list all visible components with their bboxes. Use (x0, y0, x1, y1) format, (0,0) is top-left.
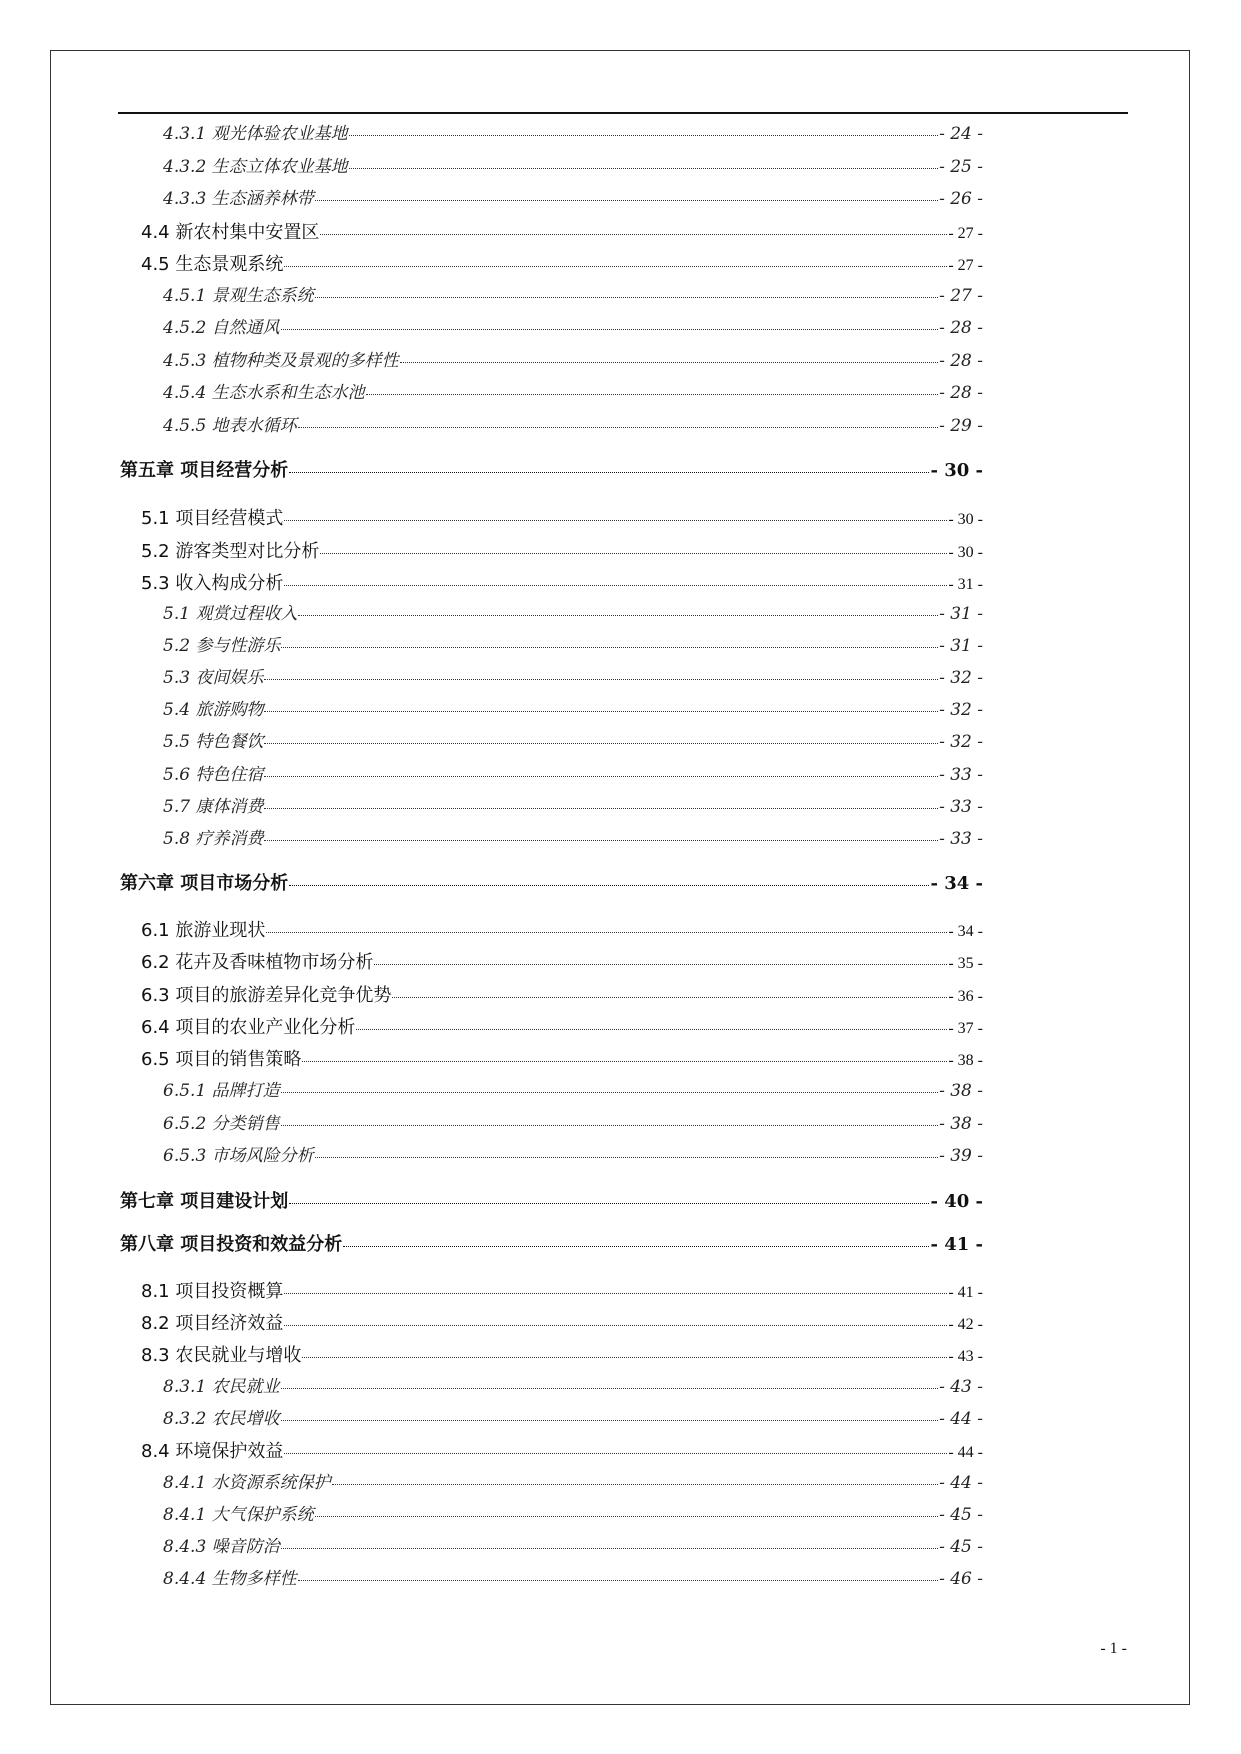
toc-entry-title: 8.4.3 噪音防治 (163, 1537, 280, 1557)
toc-entry[interactable] (163, 1475, 983, 1492)
toc-entry-title: 5.8 疗养消费 (163, 829, 264, 849)
toc-leader-dots (281, 1092, 938, 1093)
toc-entry-title: 8.4.4 生物多样性 (163, 1569, 297, 1589)
toc-entry[interactable] (163, 734, 983, 751)
toc-leader-dots (289, 1203, 929, 1204)
toc-entry-page: - 30 - (948, 511, 983, 528)
toc-leader-dots (374, 964, 947, 965)
toc-entry[interactable] (163, 1411, 983, 1428)
toc-entry-page: - 34 - (948, 923, 983, 940)
toc-entry[interactable] (141, 1019, 983, 1037)
toc-leader-dots (264, 711, 938, 712)
toc-leader-dots (320, 553, 947, 554)
toc-entry-page: - 45 - (939, 1537, 983, 1557)
toc-chapter-entry[interactable] (120, 1236, 983, 1254)
toc-entry-title: 4.5.3 植物种类及景观的多样性 (163, 351, 399, 371)
toc-leader-dots (302, 1061, 947, 1062)
toc-leader-dots (281, 329, 938, 330)
toc-leader-dots (392, 997, 947, 998)
toc-entry-title: 4.5.2 自然通风 (163, 318, 280, 338)
toc-entry-title: 8.3.2 农民增收 (163, 1409, 280, 1429)
toc-entry[interactable] (163, 1571, 983, 1588)
toc-entry[interactable] (141, 543, 983, 561)
toc-chapter-entry[interactable] (120, 462, 983, 480)
toc-leader-dots (266, 932, 947, 933)
toc-entry-title: 5.4 旅游购物 (163, 700, 264, 720)
toc-entry-title: 4.4 新农村集中安置区 (141, 222, 320, 243)
toc-entry-title: 5.3 夜间娱乐 (163, 668, 264, 688)
toc-entry-page: - 42 - (948, 1316, 983, 1333)
toc-leader-dots (284, 1325, 947, 1326)
toc-entry-page: - 36 - (948, 988, 983, 1005)
toc-entry-page: - 27 - (948, 257, 983, 274)
toc-leader-dots (284, 520, 947, 521)
toc-leader-dots (284, 1293, 947, 1294)
toc-entry-page: - 32 - (939, 700, 983, 720)
toc-entry-page: - 30 - (948, 544, 983, 561)
toc-entry-title: 6.5 项目的销售策略 (141, 1049, 302, 1070)
toc-entry-page: - 45 - (939, 1505, 983, 1525)
toc-entry[interactable] (163, 670, 983, 687)
toc-entry-title: 8.4 环境保护效益 (141, 1441, 284, 1462)
toc-entry-title: 5.5 特色餐饮 (163, 732, 264, 752)
toc-leader-dots (281, 1420, 938, 1421)
toc-entry-title: 第八章 项目投资和效益分析 (120, 1234, 343, 1255)
toc-entry[interactable] (141, 224, 983, 242)
toc-entry-page: - 28 - (939, 318, 983, 338)
toc-entry-page: - 31 - (939, 636, 983, 656)
toc-entry[interactable] (163, 159, 983, 176)
toc-entry-page: - 43 - (939, 1377, 983, 1397)
toc-entry-page: - 41 - (948, 1284, 983, 1301)
toc-leader-dots (264, 808, 938, 809)
toc-entry-page: - 41 - (930, 1234, 983, 1255)
toc-entry[interactable] (141, 1347, 983, 1365)
toc-leader-dots (343, 1246, 929, 1247)
toc-leader-dots (315, 200, 938, 201)
toc-chapter-entry[interactable] (120, 1193, 983, 1211)
toc-entry-title: 8.3 农民就业与增收 (141, 1345, 302, 1366)
toc-entry[interactable] (163, 1083, 983, 1100)
toc-entry-page: - 27 - (948, 225, 983, 242)
toc-entry-page: - 31 - (948, 576, 983, 593)
toc-entry-page: - 33 - (939, 829, 983, 849)
toc-entry-title: 4.5 生态景观系统 (141, 254, 284, 275)
toc-entry[interactable] (163, 1116, 983, 1133)
toc-entry-page: - 44 - (939, 1473, 983, 1493)
toc-leader-dots (264, 743, 938, 744)
toc-entry-title: 8.4.1 水资源系统保护 (163, 1473, 331, 1493)
toc-entry-title: 5.7 康体消费 (163, 797, 264, 817)
toc-leader-dots (315, 297, 938, 298)
toc-entry-page: - 28 - (939, 383, 983, 403)
toc-leader-dots (284, 585, 947, 586)
toc-leader-dots (298, 615, 938, 616)
toc-entry-title: 5.2 游客类型对比分析 (141, 541, 320, 562)
toc-entry[interactable] (163, 1379, 983, 1396)
toc-entry-page: - 38 - (939, 1114, 983, 1134)
toc-leader-dots (356, 1029, 947, 1030)
toc-entry-page: - 43 - (948, 1348, 983, 1365)
toc-entry[interactable] (163, 385, 983, 402)
toc-leader-dots (315, 1516, 938, 1517)
toc-entry-title: 5.2 参与性游乐 (163, 636, 281, 656)
toc-leader-dots (298, 1580, 938, 1581)
toc-entry-title: 8.2 项目经济效益 (141, 1313, 284, 1334)
toc-entry-title: 5.1 项目经营模式 (141, 508, 284, 529)
toc-entry-page: - 25 - (939, 157, 983, 177)
toc-entry[interactable] (163, 353, 983, 370)
toc-leader-dots (332, 1484, 938, 1485)
toc-entry-page: - 27 - (939, 286, 983, 306)
toc-entry-title: 8.3.1 农民就业 (163, 1377, 280, 1397)
toc-entry[interactable] (163, 638, 983, 655)
toc-entry-page: - 46 - (939, 1569, 983, 1589)
toc-entry[interactable] (163, 320, 983, 337)
toc-entry-page: - 33 - (939, 765, 983, 785)
toc-entry-title: 8.1 项目投资概算 (141, 1281, 284, 1302)
toc-entry-page: - 44 - (939, 1409, 983, 1429)
toc-entry[interactable] (163, 1507, 983, 1524)
toc-leader-dots (289, 472, 929, 473)
toc-entry-title: 6.5.3 市场风险分析 (163, 1146, 314, 1166)
toc-entry-page: - 32 - (939, 668, 983, 688)
toc-leader-dots (281, 647, 938, 648)
toc-entry-title: 6.4 项目的农业产业化分析 (141, 1017, 356, 1038)
toc-entry-title: 6.1 旅游业现状 (141, 920, 266, 941)
toc-entry[interactable] (141, 510, 983, 528)
toc-entry-title: 4.3.3 生态涵养林带 (163, 189, 314, 209)
toc-entry[interactable] (141, 1315, 983, 1333)
toc-entry-page: - 28 - (939, 351, 983, 371)
toc-leader-dots (281, 1548, 938, 1549)
toc-entry[interactable] (163, 799, 983, 816)
toc-entry[interactable] (141, 922, 983, 940)
toc-entry[interactable] (163, 191, 983, 208)
toc-entry-title: 第五章 项目经营分析 (120, 460, 289, 481)
toc-entry-page: - 34 - (930, 873, 983, 894)
toc-leader-dots (298, 427, 938, 428)
toc-entry-page: - 35 - (948, 955, 983, 972)
toc-leader-dots (349, 135, 938, 136)
toc-entry-page: - 39 - (939, 1146, 983, 1166)
toc-entry[interactable] (141, 1443, 983, 1461)
toc-entry-page: - 30 - (930, 460, 983, 481)
toc-entry-page: - 26 - (939, 189, 983, 209)
toc-entry[interactable] (163, 418, 983, 435)
toc-entry[interactable] (141, 575, 983, 593)
toc-leader-dots (281, 1125, 938, 1126)
toc-entry-page: - 37 - (948, 1020, 983, 1037)
toc-entry-title: 4.3.1 观光体验农业基地 (163, 124, 348, 144)
toc-entry-page: - 38 - (939, 1081, 983, 1101)
toc-entry[interactable] (163, 1539, 983, 1556)
toc-leader-dots (284, 266, 947, 267)
toc-leader-dots (349, 168, 938, 169)
toc-entry[interactable] (141, 1283, 983, 1301)
toc-leader-dots (315, 1157, 938, 1158)
toc-entry[interactable] (141, 256, 983, 274)
toc-entry-title: 4.5.4 生态水系和生态水池 (163, 383, 365, 403)
toc-leader-dots (264, 679, 938, 680)
toc-entry-title: 6.2 花卉及香味植物市场分析 (141, 952, 374, 973)
toc-entry-title: 6.3 项目的旅游差异化竞争优势 (141, 985, 392, 1006)
toc-leader-dots (264, 840, 938, 841)
toc-entry-title: 5.3 收入构成分析 (141, 573, 284, 594)
toc-entry-page: - 38 - (948, 1052, 983, 1069)
toc-entry[interactable] (163, 1148, 983, 1165)
toc-entry-title: 第六章 项目市场分析 (120, 873, 289, 894)
toc-entry-page: - 32 - (939, 732, 983, 752)
toc-entry-page: - 44 - (948, 1444, 983, 1461)
toc-entry-title: 4.5.1 景观生态系统 (163, 286, 314, 306)
toc-entry[interactable] (163, 767, 983, 784)
toc-entry[interactable] (163, 606, 983, 623)
toc-entry-page: - 40 - (930, 1191, 983, 1212)
toc-leader-dots (320, 234, 947, 235)
toc-entry-title: 6.5.1 品牌打造 (163, 1081, 280, 1101)
toc-entry-title: 第七章 项目建设计划 (120, 1191, 289, 1212)
toc-leader-dots (281, 1388, 938, 1389)
toc-entry-title: 8.4.1 大气保护系统 (163, 1505, 314, 1525)
toc-entry-page: - 24 - (939, 124, 983, 144)
toc-entry-title: 5.1 观赏过程收入 (163, 604, 298, 624)
toc-entry-page: - 29 - (939, 416, 983, 436)
toc-entry-title: 6.5.2 分类销售 (163, 1114, 280, 1134)
toc-leader-dots (400, 362, 938, 363)
toc-leader-dots (289, 885, 929, 886)
toc-entry-title: 5.6 特色住宿 (163, 765, 264, 785)
toc-leader-dots (366, 394, 938, 395)
toc-leader-dots (302, 1357, 947, 1358)
toc-leader-dots (284, 1453, 947, 1454)
toc-entry-title: 4.5.5 地表水循环 (163, 416, 297, 436)
toc-entry[interactable] (141, 987, 983, 1005)
toc-entry[interactable] (163, 126, 983, 143)
toc-entry-title: 4.3.2 生态立体农业基地 (163, 157, 348, 177)
toc-entry[interactable] (163, 831, 983, 848)
toc-entry[interactable] (141, 954, 983, 972)
toc-entry-page: - 31 - (939, 604, 983, 624)
toc-entry[interactable] (141, 1051, 983, 1069)
toc-leader-dots (264, 776, 938, 777)
toc-chapter-entry[interactable] (120, 875, 983, 893)
page-number: - 1 - (1100, 1640, 1127, 1657)
toc-entry-page: - 33 - (939, 797, 983, 817)
toc-entry[interactable] (163, 702, 983, 719)
toc-entry[interactable] (163, 288, 983, 305)
